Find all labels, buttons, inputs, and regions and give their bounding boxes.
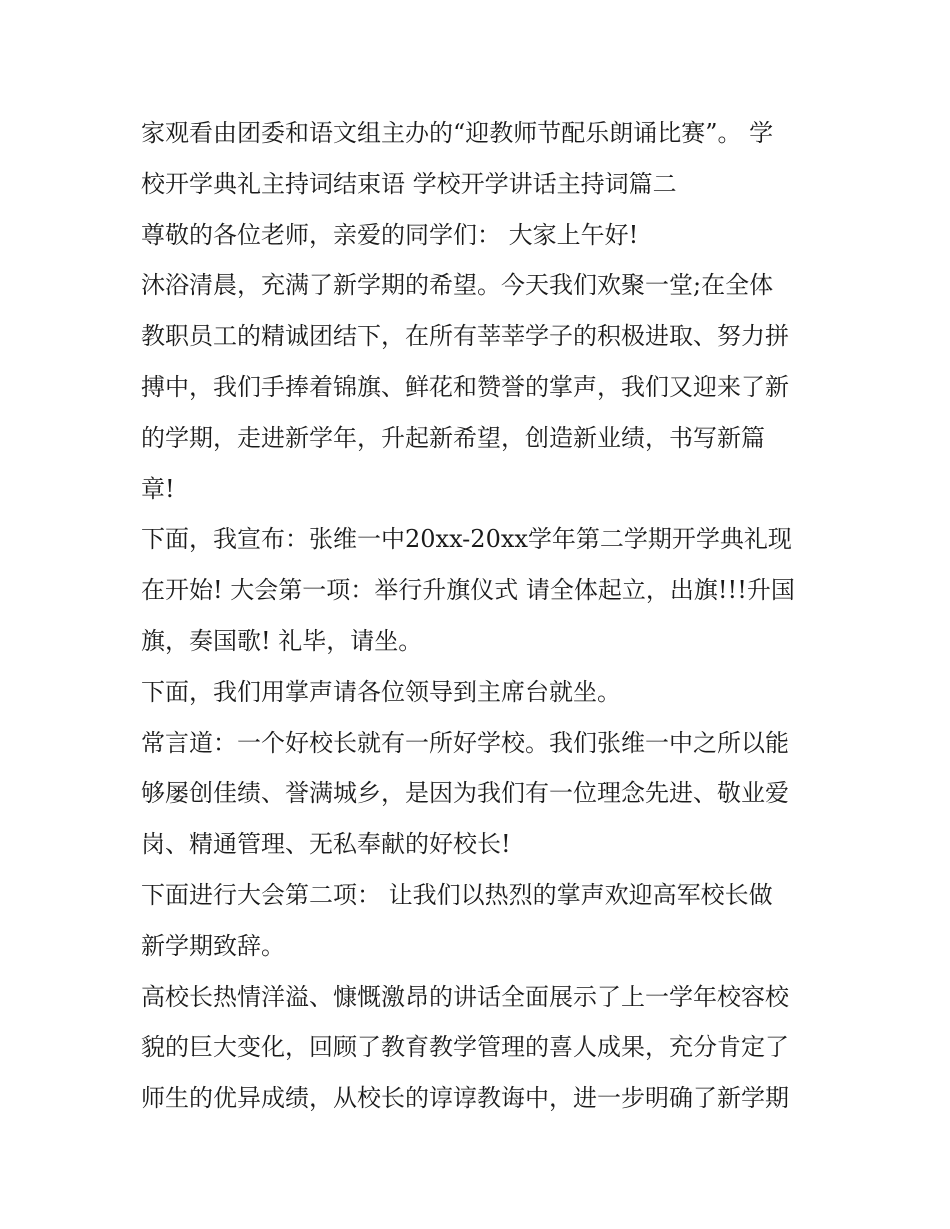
text-line: 教职员工的精诚团结下，在所有莘莘学子的积极进取、努力拼 [141, 322, 789, 351]
paragraph [141, 514, 821, 666]
text-line: 常言道：一个好校长就有一所好学校。我们张维一中之所以能 [141, 728, 789, 757]
paragraph [141, 108, 821, 210]
text-line: 岗、精通管理、无私奉献的好校长! [141, 830, 511, 859]
paragraph [141, 718, 821, 870]
text-line: 师生的优异成绩，从校长的谆谆教诲中，进一步明确了新学期 [141, 1084, 789, 1113]
paragraph [141, 972, 821, 1124]
text-line: 搏中，我们手捧着锦旗、鲜花和赞誉的掌声，我们又迎来了新 [141, 372, 789, 401]
text-line: 下面，我们用掌声请各位领导到主席台就坐。 [141, 677, 621, 706]
text-line: 家观看由团委和语文组主办的“迎教师节配乐朗诵比赛”。 学 [141, 119, 774, 147]
text-line: 沐浴清晨，充满了新学期的希望。今天我们欢聚一堂;在全体 [141, 271, 774, 300]
text-line: 旗，奏国歌! 礼毕，请坐。 [141, 626, 423, 655]
text-line: 的学期，走进新学年，升起新希望，创造新业绩，书写新篇 [141, 423, 765, 452]
paragraph [141, 260, 821, 514]
text-line: 够屡创佳绩、誉满城乡，是因为我们有一位理念先进、敬业爱 [141, 779, 789, 808]
greeting-line: 尊敬的各位老师，亲爱的同学们： 大家上午好! [141, 220, 639, 249]
text-line: 下面进行大会第二项： 让我们以热烈的掌声欢迎高军校长做 [141, 880, 773, 909]
document-body [141, 108, 821, 1124]
paragraph [141, 667, 821, 718]
paragraph [141, 870, 821, 972]
text-line: 在开始! 大会第一项：举行升旗仪式 请全体起立，出旗!!!升国 [141, 576, 795, 605]
text-line: 高校长热情洋溢、慷慨激昂的讲话全面展示了上一学年校容校 [141, 982, 789, 1011]
text-line: 貌的巨大变化，回顾了教育教学管理的喜人成果，充分肯定了 [141, 1033, 789, 1062]
text-line: 校开学典礼主持词结束语 学校开学讲话主持词篇二 [141, 169, 677, 198]
text-line: 新学期致辞。 [141, 931, 285, 960]
text-line: 下面，我宣布：张维一中20xx-20xx学年第二学期开学典礼现 [141, 525, 792, 554]
paragraph [141, 210, 821, 261]
text-line: 章! [141, 474, 175, 503]
